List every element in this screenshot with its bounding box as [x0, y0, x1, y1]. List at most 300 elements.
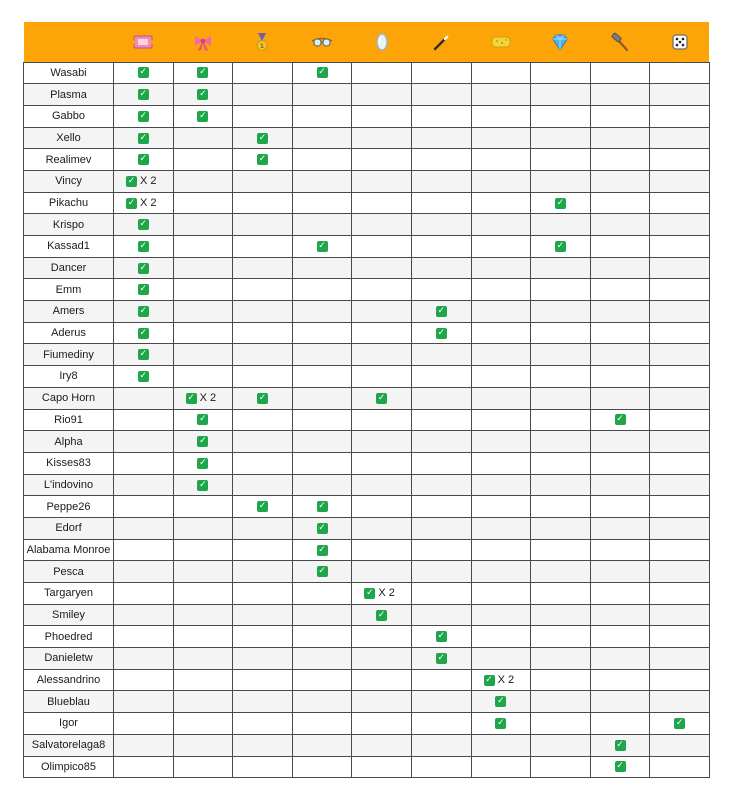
mark-cell-hammer [590, 756, 650, 778]
participant-name: Amers [24, 301, 114, 323]
mark-cell-gem [531, 257, 591, 279]
mark-cell-ribbon [173, 409, 233, 431]
table-row [24, 691, 710, 713]
mark-cell-ribbon [173, 366, 233, 388]
mark-cell-wand [411, 517, 471, 539]
mark-cell-dice [650, 539, 710, 561]
table-row [24, 366, 710, 388]
medal-icon [251, 31, 273, 53]
mark-cell-ticket [114, 279, 174, 301]
mark-cell-wand [411, 648, 471, 670]
table-row [24, 84, 710, 106]
mark-cell-gem [531, 192, 591, 214]
mark-cell-hammer [590, 452, 650, 474]
mark-cell-sponge [471, 496, 531, 518]
mark-cell-gem [531, 387, 591, 409]
mark-cell-goggles [292, 257, 352, 279]
mark-cell-wand [411, 279, 471, 301]
mark-cell-ribbon [173, 84, 233, 106]
mark-cell-mirror [352, 236, 412, 258]
ribbon-icon [192, 31, 214, 53]
participant-name: Krispo [24, 214, 114, 236]
dice-icon [669, 31, 691, 53]
check-mark-icon: ✓ [199, 479, 207, 490]
mark-cell-ticket [114, 344, 174, 366]
mark-cell-wand [411, 257, 471, 279]
mark-cell-ticket [114, 648, 174, 670]
mark-cell-sponge [471, 583, 531, 605]
check-mark-icon: ✓ [258, 154, 267, 165]
mark-cell-ribbon [173, 214, 233, 236]
mark-cell-dice [650, 84, 710, 106]
mark-cell-sponge [471, 127, 531, 149]
mark-cell-hammer [590, 62, 650, 84]
check-mark-icon: ✓ [556, 197, 565, 208]
mark-cell-hammer [590, 517, 650, 539]
mark-cell-sponge [471, 626, 531, 648]
table-row [24, 517, 710, 539]
mark-cell-dice [650, 105, 710, 127]
mark-cell-wand [411, 561, 471, 583]
mark-cell-medal [233, 257, 293, 279]
mark-cell-hammer [590, 734, 650, 756]
table-row [24, 62, 710, 84]
mark-cell-gem [531, 84, 591, 106]
mark-cell-ribbon [173, 127, 233, 149]
mark-cell-goggles [292, 214, 352, 236]
mark-cell-sponge [471, 84, 531, 106]
mark-cell-dice [650, 409, 710, 431]
participant-name: Wasabi [24, 62, 114, 84]
mark-cell-wand [411, 127, 471, 149]
mark-cell-ticket [114, 214, 174, 236]
mark-cell-dice [650, 648, 710, 670]
mark-cell-medal [233, 734, 293, 756]
check-mark-icon: ✓ [139, 349, 148, 360]
mark-cell-goggles [292, 539, 352, 561]
participant-name: Dancer [24, 257, 114, 279]
mark-cell-medal [233, 691, 293, 713]
table-row [24, 583, 710, 605]
check-mark-icon: ✓ [199, 89, 207, 100]
participant-name: Rio91 [24, 409, 114, 431]
gem-icon [549, 31, 571, 53]
mark-cell-ribbon [173, 604, 233, 626]
mark-cell-ticket [114, 170, 174, 192]
participant-name: Plasma [24, 84, 114, 106]
mark-cell-hammer [590, 561, 650, 583]
multiplier-text: X 2 [140, 197, 157, 210]
mark-cell-ticket [114, 756, 174, 778]
mark-cell-dice [650, 517, 710, 539]
mark-cell-ribbon [173, 691, 233, 713]
participant-name: Olimpico85 [24, 756, 114, 778]
header-dice [650, 22, 710, 62]
mark-cell-sponge [471, 387, 531, 409]
check-mark-icon: ✓ [199, 457, 207, 468]
mark-cell-gem [531, 648, 591, 670]
mark-cell-sponge [471, 691, 531, 713]
mark-cell-ticket [114, 626, 174, 648]
mark-cell-mirror [352, 474, 412, 496]
mark-cell-mirror [352, 170, 412, 192]
mark-cell-ribbon [173, 431, 233, 453]
mark-cell-wand [411, 756, 471, 778]
mark-cell-gem [531, 170, 591, 192]
mark-cell-dice [650, 62, 710, 84]
table-row [24, 322, 710, 344]
table-row [24, 756, 710, 778]
multiplier-text: X 2 [378, 587, 395, 600]
mark-cell-ticket [114, 192, 174, 214]
mark-cell-mirror [352, 648, 412, 670]
mark-cell-dice [650, 669, 710, 691]
header-sponge [471, 22, 531, 62]
mark-cell-medal [233, 713, 293, 735]
check-mark-icon: ✓ [318, 501, 326, 512]
hammer-icon [609, 31, 631, 53]
check-mark-icon: ✓ [199, 436, 207, 447]
check-mark-icon: ✓ [675, 718, 684, 729]
mark-cell-goggles [292, 62, 352, 84]
mark-cell-mirror [352, 713, 412, 735]
mark-cell-medal [233, 496, 293, 518]
mark-cell-hammer [590, 539, 650, 561]
mark-cell-hammer [590, 105, 650, 127]
table-row [24, 279, 710, 301]
mark-cell-goggles [292, 170, 352, 192]
mark-cell-ribbon [173, 62, 233, 84]
mark-cell-mirror [352, 322, 412, 344]
participant-name: Vincy [24, 170, 114, 192]
mark-cell-goggles [292, 756, 352, 778]
mark-cell-ribbon [173, 539, 233, 561]
check-mark-icon: ✓ [437, 327, 446, 338]
mark-cell-dice [650, 496, 710, 518]
participant-name: Phoedred [24, 626, 114, 648]
mark-cell-ticket [114, 105, 174, 127]
check-mark-icon: ✓ [377, 392, 386, 403]
mark-cell-wand [411, 691, 471, 713]
check-mark-icon: ✓ [139, 154, 148, 165]
header-ticket [114, 22, 174, 62]
mark-cell-dice [650, 474, 710, 496]
mark-cell-gem [531, 669, 591, 691]
mark-cell-ticket [114, 691, 174, 713]
mark-cell-ticket [114, 561, 174, 583]
mark-cell-sponge [471, 713, 531, 735]
mark-cell-mirror [352, 105, 412, 127]
mark-cell-wand [411, 322, 471, 344]
participant-name: Aderus [24, 322, 114, 344]
check-mark-icon: ✓ [318, 522, 326, 533]
mark-cell-wand [411, 409, 471, 431]
check-mark-icon: ✓ [437, 306, 446, 316]
mark-cell-goggles [292, 648, 352, 670]
table-row [24, 257, 710, 279]
mark-cell-dice [650, 192, 710, 214]
participant-name: Kassad1 [24, 236, 114, 258]
mark-cell-wand [411, 170, 471, 192]
header-medal [233, 22, 293, 62]
check-mark-icon: ✓ [127, 197, 136, 208]
mark-cell-ribbon [173, 301, 233, 323]
table-row [24, 734, 710, 756]
mark-cell-goggles [292, 604, 352, 626]
mark-cell-mirror [352, 431, 412, 453]
check-mark-icon: ✓ [139, 306, 148, 316]
table-row [24, 604, 710, 626]
mark-cell-wand [411, 604, 471, 626]
mark-cell-ribbon [173, 105, 233, 127]
check-mark-icon: ✓ [199, 414, 207, 425]
mark-cell-mirror [352, 344, 412, 366]
mark-cell-gem [531, 149, 591, 171]
mark-cell-dice [650, 257, 710, 279]
mark-cell-gem [531, 236, 591, 258]
magic-wand-icon [430, 31, 452, 53]
mark-cell-gem [531, 561, 591, 583]
check-mark-icon: ✓ [139, 371, 148, 382]
mark-cell-sponge [471, 257, 531, 279]
mark-cell-gem [531, 127, 591, 149]
mark-cell-goggles [292, 431, 352, 453]
mark-cell-ticket [114, 149, 174, 171]
check-mark-icon: ✓ [187, 392, 195, 403]
mark-cell-hammer [590, 214, 650, 236]
mark-cell-ticket [114, 322, 174, 344]
mark-cell-ribbon [173, 669, 233, 691]
mark-cell-medal [233, 539, 293, 561]
check-mark-icon: ✓ [616, 739, 624, 750]
participant-name: Fiumediny [24, 344, 114, 366]
mark-cell-dice [650, 149, 710, 171]
mark-cell-medal [233, 452, 293, 474]
participant-name: Igor [24, 713, 114, 735]
mark-cell-gem [531, 474, 591, 496]
mark-cell-medal [233, 409, 293, 431]
mark-cell-gem [531, 604, 591, 626]
mark-cell-gem [531, 691, 591, 713]
mark-cell-ticket [114, 127, 174, 149]
mark-cell-goggles [292, 517, 352, 539]
check-mark-icon: ✓ [437, 631, 446, 642]
mark-cell-hammer [590, 409, 650, 431]
check-mark-icon: ✓ [139, 327, 148, 338]
mark-cell-ticket [114, 84, 174, 106]
mark-cell-mirror [352, 127, 412, 149]
mark-cell-medal [233, 170, 293, 192]
check-mark-icon: ✓ [616, 761, 624, 772]
mark-cell-wand [411, 366, 471, 388]
mark-cell-sponge [471, 452, 531, 474]
mark-cell-wand [411, 626, 471, 648]
mark-cell-ticket [114, 539, 174, 561]
mark-cell-hammer [590, 691, 650, 713]
mark-cell-gem [531, 301, 591, 323]
mark-cell-gem [531, 431, 591, 453]
mark-cell-goggles [292, 474, 352, 496]
mark-cell-sponge [471, 149, 531, 171]
mark-cell-gem [531, 713, 591, 735]
mark-cell-ribbon [173, 626, 233, 648]
table-body [24, 62, 710, 778]
table-row [24, 192, 710, 214]
mark-cell-medal [233, 214, 293, 236]
table-row [24, 387, 710, 409]
mark-cell-hammer [590, 236, 650, 258]
check-mark-icon: ✓ [139, 67, 148, 78]
mark-cell-dice [650, 756, 710, 778]
mark-cell-sponge [471, 734, 531, 756]
mark-cell-dice [650, 561, 710, 583]
mark-cell-gem [531, 539, 591, 561]
check-mark-icon: ✓ [497, 696, 505, 707]
mark-cell-hammer [590, 431, 650, 453]
mark-cell-medal [233, 669, 293, 691]
participant-name: Danieletw [24, 648, 114, 670]
mark-cell-ribbon [173, 496, 233, 518]
mark-cell-ribbon [173, 344, 233, 366]
mark-cell-mirror [352, 517, 412, 539]
mark-cell-hammer [590, 496, 650, 518]
header-ribbon [173, 22, 233, 62]
mark-cell-wand [411, 301, 471, 323]
check-mark-icon: ✓ [318, 67, 326, 78]
participant-name: Alessandrino [24, 669, 114, 691]
mark-cell-ribbon [173, 279, 233, 301]
mark-cell-mirror [352, 561, 412, 583]
mark-cell-ticket [114, 734, 174, 756]
mark-cell-ribbon [173, 236, 233, 258]
mark-cell-dice [650, 734, 710, 756]
mark-cell-goggles [292, 387, 352, 409]
participant-name: Salvatorelaga8 [24, 734, 114, 756]
mark-cell-goggles [292, 301, 352, 323]
mark-cell-ribbon [173, 149, 233, 171]
mark-cell-mirror [352, 257, 412, 279]
mark-cell-wand [411, 105, 471, 127]
mark-cell-mirror [352, 626, 412, 648]
ticket-icon [132, 31, 154, 53]
check-mark-icon: ✓ [437, 653, 446, 663]
mark-cell-wand [411, 84, 471, 106]
table-row [24, 648, 710, 670]
mark-cell-medal [233, 236, 293, 258]
check-mark-icon: ✓ [139, 219, 148, 230]
mark-cell-medal [233, 756, 293, 778]
mark-cell-gem [531, 409, 591, 431]
mark-cell-hammer [590, 301, 650, 323]
mark-cell-wand [411, 474, 471, 496]
mark-cell-ribbon [173, 322, 233, 344]
mark-cell-mirror [352, 149, 412, 171]
mark-cell-mirror [352, 583, 412, 605]
participant-name: Emm [24, 279, 114, 301]
table-row [24, 301, 710, 323]
mark-cell-medal [233, 127, 293, 149]
check-mark-icon: ✓ [318, 566, 326, 577]
mark-cell-medal [233, 62, 293, 84]
mark-cell-dice [650, 452, 710, 474]
mark-cell-mirror [352, 496, 412, 518]
check-mark-icon: ✓ [366, 587, 374, 598]
mark-cell-gem [531, 322, 591, 344]
mark-cell-ticket [114, 236, 174, 258]
check-mark-icon: ✓ [139, 284, 148, 295]
mark-cell-ticket [114, 669, 174, 691]
goggles-icon [311, 31, 333, 53]
participant-name: Blueblau [24, 691, 114, 713]
mark-cell-goggles [292, 192, 352, 214]
mark-cell-sponge [471, 539, 531, 561]
mark-cell-dice [650, 691, 710, 713]
participant-name: Pesca [24, 561, 114, 583]
mark-cell-gem [531, 62, 591, 84]
mark-cell-dice [650, 366, 710, 388]
table-row [24, 214, 710, 236]
mark-cell-medal [233, 192, 293, 214]
header-row [24, 22, 710, 62]
mark-cell-goggles [292, 84, 352, 106]
table-row [24, 170, 710, 192]
mark-cell-ticket [114, 62, 174, 84]
mark-cell-mirror [352, 62, 412, 84]
mark-cell-ticket [114, 431, 174, 453]
participant-name: Realimev [24, 149, 114, 171]
mark-cell-medal [233, 517, 293, 539]
mark-cell-sponge [471, 62, 531, 84]
participant-name: Kisses83 [24, 452, 114, 474]
multiplier-text: X 2 [497, 674, 515, 687]
mark-cell-dice [650, 387, 710, 409]
mark-cell-dice [650, 583, 710, 605]
mark-cell-gem [531, 344, 591, 366]
participant-name: Smiley [24, 604, 114, 626]
participant-name: Gabbo [24, 105, 114, 127]
mark-cell-ticket [114, 257, 174, 279]
table-row [24, 561, 710, 583]
check-mark-icon: ✓ [139, 132, 148, 143]
mark-cell-gem [531, 452, 591, 474]
mark-cell-sponge [471, 301, 531, 323]
mark-cell-mirror [352, 669, 412, 691]
mark-cell-goggles [292, 409, 352, 431]
mark-cell-medal [233, 604, 293, 626]
check-mark-icon: ✓ [258, 392, 267, 403]
participant-name: Pikachu [24, 192, 114, 214]
mark-cell-hammer [590, 344, 650, 366]
mark-cell-mirror [352, 387, 412, 409]
table-row [24, 496, 710, 518]
mark-cell-wand [411, 583, 471, 605]
mark-cell-ticket [114, 583, 174, 605]
mark-cell-hammer [590, 648, 650, 670]
participant-name: Capo Horn [24, 387, 114, 409]
check-mark-icon: ✓ [127, 175, 136, 186]
mark-cell-wand [411, 387, 471, 409]
mark-cell-goggles [292, 669, 352, 691]
mark-cell-mirror [352, 214, 412, 236]
mark-cell-mirror [352, 84, 412, 106]
mark-cell-ticket [114, 713, 174, 735]
mark-cell-medal [233, 344, 293, 366]
check-mark-icon: ✓ [258, 132, 267, 143]
mark-cell-goggles [292, 149, 352, 171]
mark-cell-goggles [292, 561, 352, 583]
header-wand [411, 22, 471, 62]
mark-cell-ribbon [173, 561, 233, 583]
